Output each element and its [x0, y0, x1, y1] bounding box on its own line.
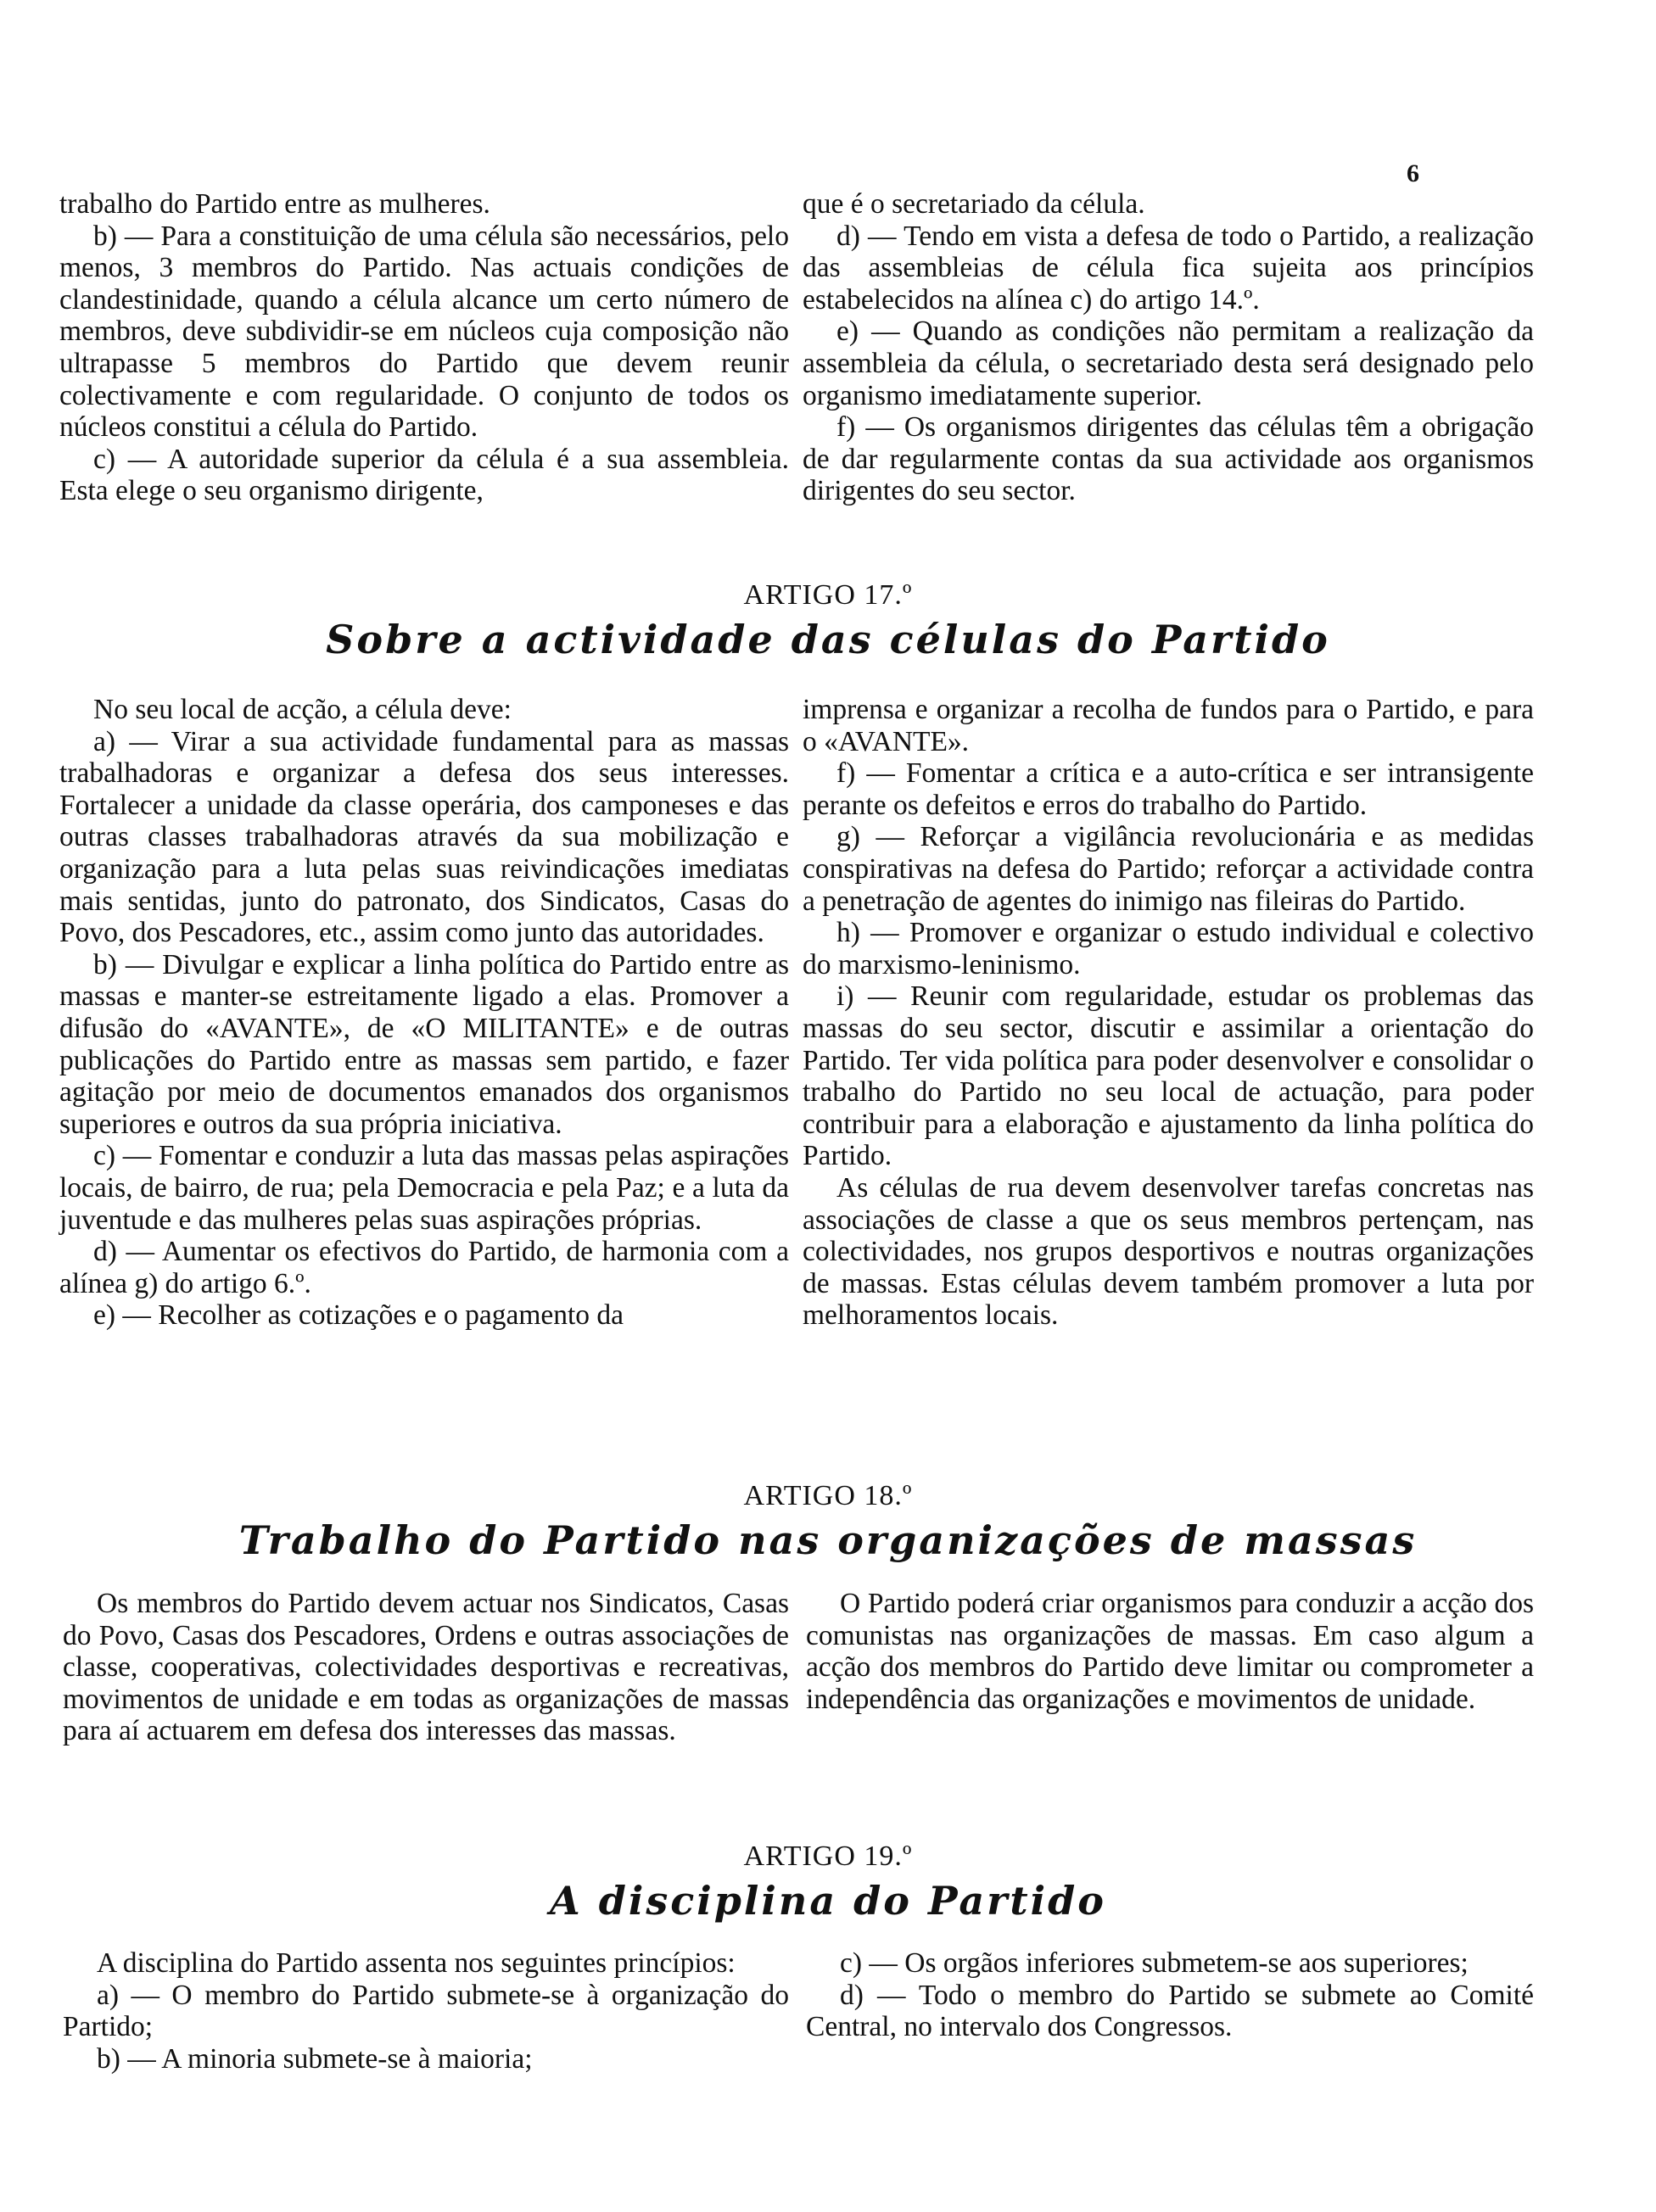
paragraph: f) — Fomentar a crítica e a auto-crítica e ser intransigente perante os defeitos e erros do trabalho do Partido. — [803, 757, 1534, 821]
section-title: A disciplina do Partido — [550, 1878, 1106, 1924]
paragraph: b) — Para a constituição de uma célula são necessários, pelo menos, 3 membros do Partido. Nas actuais condições de clandestinidade, quando a célula alcance um certo número de membros, deve subdividir-se em núcleos cuja composição não ultrapasse 5 membros do Partido que devem reunir colectivamente e com regularidade. O conjunto de todos os núcleos constitui a célula do Partido. — [59, 220, 789, 444]
paragraph: e) — Recolher as cotizações e o pagamento da — [93, 1299, 624, 1332]
paragraph: imprensa e organizar a recolha de fundos para o Partido, e para o «AVANTE». — [803, 694, 1534, 757]
paragraph: a) — O membro do Partido submete-se à organização do Partido; — [63, 1979, 789, 2043]
paragraph: d) — Aumentar os efectivos do Partido, de harmonia com a alínea g) do artigo 6.º. — [59, 1236, 789, 1299]
top-right-column — [803, 188, 1534, 507]
paragraph: A disciplina do Partido assenta nos seguintes princípios: — [97, 1947, 736, 1979]
artigo-19-header — [0, 1841, 1656, 1924]
paragraph: O Partido poderá criar organismos para conduzir a acção dos comunistas nas organizações de massas. Em caso algum a acção dos membros do Partido deve limitar ou comprometer a independência das organizações e movimentos de unidade. — [806, 1588, 1534, 1715]
paragraph: d) — Todo o membro do Partido se submete ao Comité Central, no intervalo dos Congressos. — [806, 1979, 1534, 2043]
paragraph: As células de rua devem desenvolver tarefas concretas nas associações de classe a que os seus membros pertençam, nas colectividades, nos grupos desportivos e noutras organizações de massas. Estas células devem também promover a luta por melhoramentos locais. — [803, 1171, 1534, 1332]
artigo-17-header — [0, 579, 1656, 662]
artigo-18-header — [0, 1480, 1656, 1563]
paragraph: que é o secretariado da célula. — [803, 188, 1145, 220]
art18-left-column — [63, 1588, 789, 1747]
paragraph: d) — Tendo em vista a defesa de todo o Partido, a realização das assembleias de célula fica sujeita aos princípios estabelecidos na alínea c) do artigo 14.º. — [803, 220, 1534, 316]
paragraph: No seu local de acção, a célula deve: — [93, 694, 512, 725]
paragraph: b) — A minoria submete-se à maioria; — [97, 2042, 533, 2075]
section-title: Trabalho do Partido nas organizações de massas — [238, 1517, 1418, 1563]
art17-left-column — [59, 694, 789, 1332]
section-title: Sobre a actividade das células do Partido — [326, 617, 1330, 662]
paragraph: f) — Os organismos dirigentes das células têm a obrigação de dar regularmente contas da sua actividade aos organismos dirigentes do seu sector. — [803, 411, 1534, 507]
artigo-heading: ARTIGO 19.º — [743, 1841, 913, 1872]
paragraph: c) — Fomentar e conduzir a luta das massas pelas aspirações locais, de bairro, de rua; pela Democracia e pela Paz; e a luta da juventude e das mulheres pelas suas aspirações próprias. — [59, 1140, 789, 1236]
paragraph: b) — Divulgar e explicar a linha política do Partido entre as massas e manter-se estreitamente ligado a elas. Promover a difusão do «AVANTE», de «O MILITANTE» e de outras publicações do Partido entre as massas sem partido, e fazer agitação por meio de documentos emanados dos organismos superiores e outros da sua própria iniciativa. — [59, 948, 789, 1140]
page-number: 6 — [1407, 159, 1419, 187]
art19-left-column — [63, 1947, 789, 2075]
paragraph: i) — Reunir com regularidade, estudar os problemas das massas do seu sector, discutir e assimilar a orientação do Partido. Ter vida política para poder desenvolver e consolidar o trabalho do Partido no seu local de actuação, para poder contribuir para a elaboração e ajustamento da linha política do Partido. — [803, 980, 1534, 1172]
paragraph: a) — Virar a sua actividade fundamental para as massas trabalhadoras e organizar a defesa dos seus interesses. Fortalecer a unidade da classe operária, dos camponeses e das outras classes trabalhadoras através da sua mobilização e organização para a luta pelas suas reivindicações imediatas mais sentidas, junto do patronato, dos Sindicatos, Casas do Povo, dos Pescadores, etc., assim como junto das autoridades. — [59, 725, 789, 949]
art19-right-column — [806, 1947, 1534, 2043]
art18-right-column — [806, 1588, 1534, 1715]
artigo-heading: ARTIGO 18.º — [743, 1480, 913, 1511]
paragraph: g) — Reforçar a vigilância revolucionária e as medidas conspirativas na defesa do Partido; reforçar a actividade contra a penetração de agentes do inimigo nas fileiras do Partido. — [803, 821, 1534, 917]
paragraph: Os membros do Partido devem actuar nos Sindicatos, Casas do Povo, Casas dos Pescadores, Ordens e outras associações de classe, cooperativas, colectividades desportivas e recreativas, movimentos de unidade e em todas as organizações de massas para aí actuarem em defesa dos interesses das massas. — [63, 1588, 789, 1747]
paragraph: c) — A autoridade superior da célula é a sua assembleia. Esta elege o seu organismo dirigente, — [59, 443, 789, 507]
artigo-heading: ARTIGO 17.º — [743, 579, 913, 611]
paragraph: e) — Quando as condições não permitam a realização da assembleia da célula, o secretariado desta será designado pelo organismo imediatamente superior. — [803, 316, 1534, 411]
paragraph: trabalho do Partido entre as mulheres. — [59, 188, 490, 220]
top-left-column — [59, 188, 789, 507]
art17-right-column — [803, 694, 1534, 1332]
paragraph: c) — Os orgãos inferiores submetem-se aos superiores; — [840, 1947, 1469, 1979]
paragraph: h) — Promover e organizar o estudo individual e colectivo do marxismo-leninismo. — [803, 917, 1534, 980]
